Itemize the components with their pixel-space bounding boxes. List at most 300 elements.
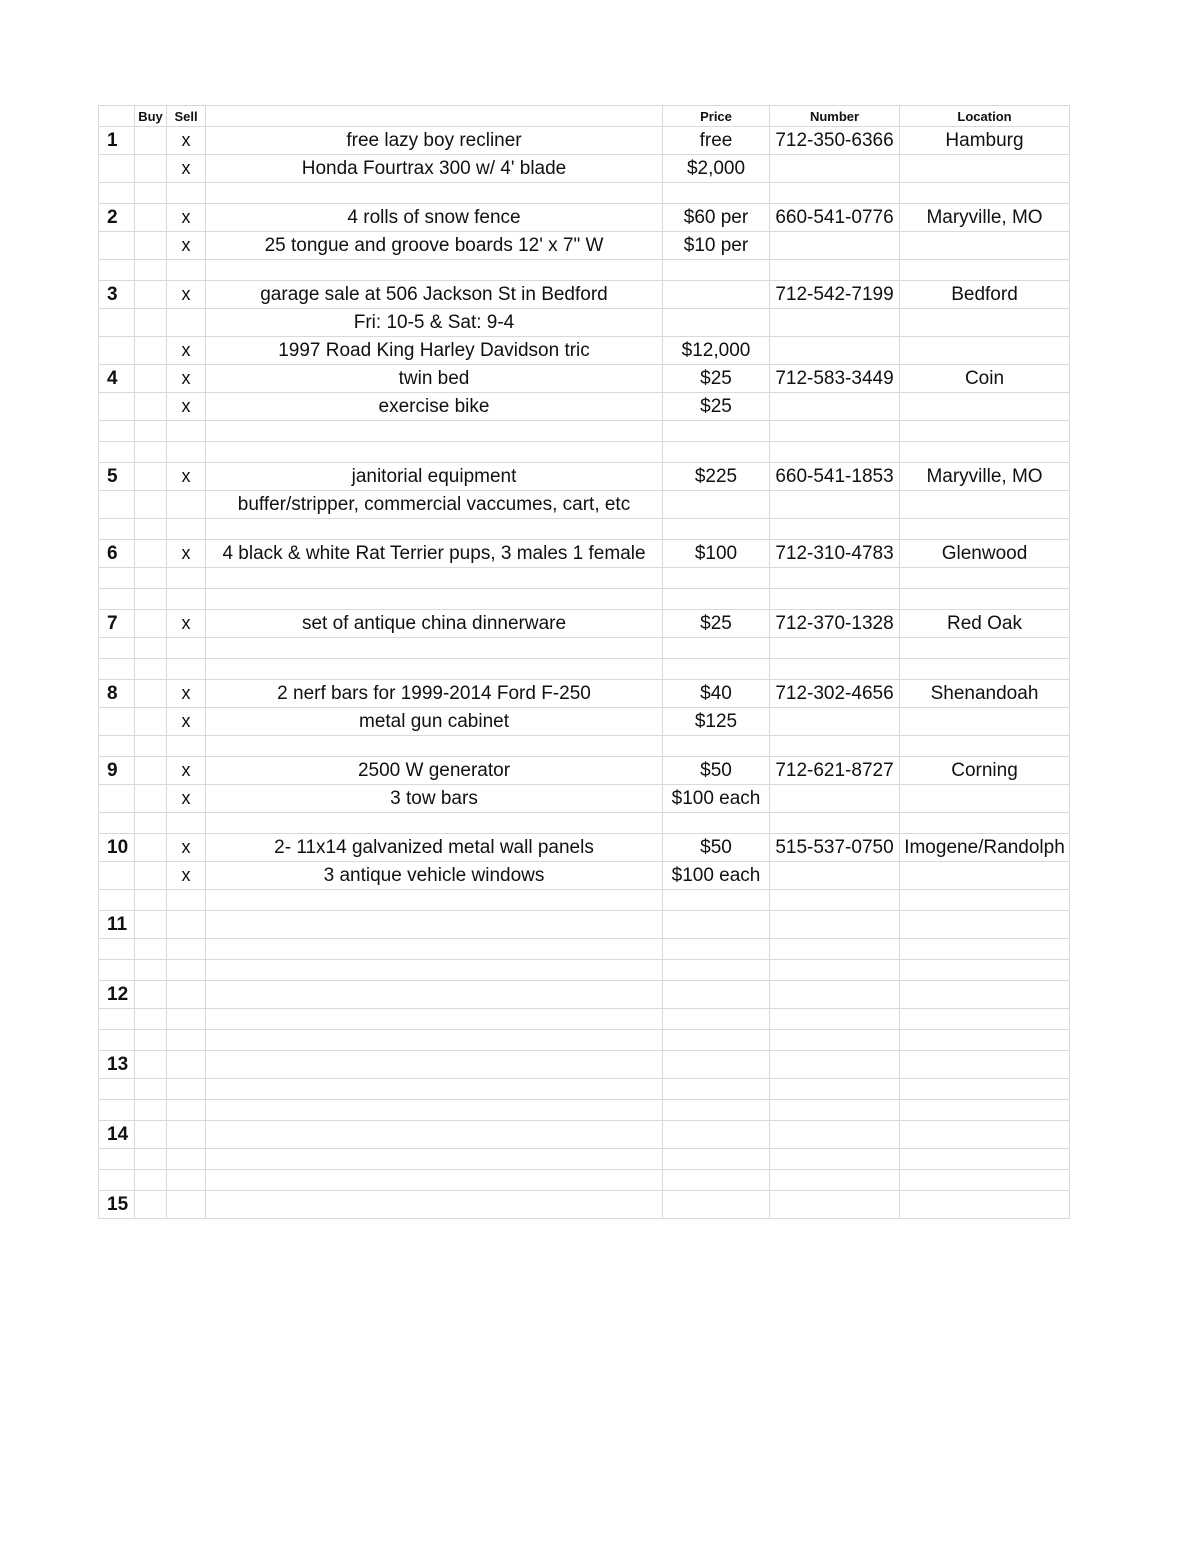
sell-cell [167,960,206,981]
sell-cell [167,911,206,939]
item-description: 4 black & white Rat Terrier pups, 3 males 1 female [206,540,663,568]
location-cell: Corning [900,757,1070,785]
price-cell: $100 each [663,862,770,890]
sell-cell: x [167,757,206,785]
phone-number [770,309,900,337]
table-row [99,127,1070,155]
location-cell [900,589,1070,610]
sell-cell: x [167,204,206,232]
row-number: 6 [99,540,135,568]
sell-cell [167,183,206,204]
buy-cell [135,442,167,463]
phone-number: 712-302-4656 [770,680,900,708]
item-description [206,260,663,281]
price-cell [663,1079,770,1100]
buy-cell [135,757,167,785]
buy-cell [135,232,167,260]
table-row [99,568,1070,589]
buy-cell [135,680,167,708]
item-description: exercise bike [206,393,663,421]
sell-cell [167,1051,206,1079]
buy-cell [135,1100,167,1121]
table-row [99,183,1070,204]
buy-cell [135,568,167,589]
phone-number [770,1051,900,1079]
buy-cell [135,862,167,890]
location-cell [900,981,1070,1009]
buy-cell [135,540,167,568]
row-number [99,155,135,183]
price-cell: $10 per [663,232,770,260]
price-cell [663,1191,770,1219]
table-row [99,365,1070,393]
buy-cell [135,659,167,680]
sell-cell: x [167,680,206,708]
location-cell: Maryville, MO [900,463,1070,491]
table-row [99,1100,1070,1121]
item-description [206,1100,663,1121]
row-number [99,260,135,281]
buy-cell [135,1079,167,1100]
sell-cell [167,659,206,680]
header-item [206,106,663,127]
sell-cell: x [167,281,206,309]
buy-cell [135,610,167,638]
table-row [99,708,1070,736]
location-cell [900,393,1070,421]
item-description [206,442,663,463]
phone-number [770,1009,900,1030]
table-row [99,281,1070,309]
buy-cell [135,337,167,365]
phone-number: 660-541-1853 [770,463,900,491]
sell-cell: x [167,610,206,638]
location-cell: Imogene/Randolph [900,834,1070,862]
buy-cell [135,1121,167,1149]
sell-cell: x [167,708,206,736]
location-cell [900,659,1070,680]
row-number [99,1149,135,1170]
item-description: 1997 Road King Harley Davidson tric [206,337,663,365]
row-number [99,519,135,540]
header-buy: Buy [135,106,167,127]
phone-number [770,1030,900,1051]
buy-cell [135,1191,167,1219]
row-number: 3 [99,281,135,309]
item-description [206,960,663,981]
location-cell [900,1191,1070,1219]
table-row [99,260,1070,281]
table-row [99,491,1070,519]
location-cell [900,736,1070,757]
location-cell [900,890,1070,911]
header-number-col [99,106,135,127]
phone-number [770,421,900,442]
price-cell [663,183,770,204]
row-number [99,1079,135,1100]
item-description: 2500 W generator [206,757,663,785]
price-cell [663,911,770,939]
phone-number [770,1100,900,1121]
price-cell [663,638,770,659]
buy-cell [135,1051,167,1079]
header-price: Price [663,106,770,127]
location-cell [900,785,1070,813]
item-description [206,519,663,540]
row-number: 5 [99,463,135,491]
location-cell: Bedford [900,281,1070,309]
location-cell [900,183,1070,204]
item-description [206,421,663,442]
location-cell [900,491,1070,519]
table-row [99,232,1070,260]
sell-cell: x [167,785,206,813]
table-row [99,862,1070,890]
phone-number [770,785,900,813]
phone-number [770,659,900,680]
phone-number [770,911,900,939]
location-cell [900,421,1070,442]
buy-cell [135,463,167,491]
buy-cell [135,834,167,862]
price-cell [663,1170,770,1191]
table-row [99,813,1070,834]
price-cell [663,1149,770,1170]
row-number: 14 [99,1121,135,1149]
phone-number: 712-370-1328 [770,610,900,638]
row-number [99,785,135,813]
row-number: 12 [99,981,135,1009]
sell-cell: x [167,862,206,890]
item-description: 25 tongue and groove boards 12' x 7" W [206,232,663,260]
price-cell: $50 [663,834,770,862]
location-cell [900,960,1070,981]
table-row [99,785,1070,813]
sell-cell [167,519,206,540]
table-row [99,393,1070,421]
price-cell [663,519,770,540]
price-cell [663,260,770,281]
location-cell: Glenwood [900,540,1070,568]
location-cell [900,1100,1070,1121]
price-cell [663,442,770,463]
row-number: 4 [99,365,135,393]
buy-cell [135,785,167,813]
table-row [99,757,1070,785]
table-row [99,1030,1070,1051]
phone-number [770,568,900,589]
item-description: free lazy boy recliner [206,127,663,155]
phone-number [770,155,900,183]
table-row [99,1170,1070,1191]
buy-cell [135,911,167,939]
row-number [99,862,135,890]
buy-cell [135,736,167,757]
location-cell: Maryville, MO [900,204,1070,232]
item-description [206,939,663,960]
table-row [99,589,1070,610]
price-cell: $60 per [663,204,770,232]
sell-cell: x [167,540,206,568]
table-row [99,1079,1070,1100]
item-description [206,813,663,834]
location-cell [900,1149,1070,1170]
phone-number [770,813,900,834]
phone-number [770,1079,900,1100]
price-cell: $50 [663,757,770,785]
price-cell: $25 [663,365,770,393]
table-row [99,981,1070,1009]
price-cell: $25 [663,610,770,638]
table-row [99,204,1070,232]
buy-cell [135,708,167,736]
sell-cell: x [167,127,206,155]
buy-cell [135,365,167,393]
row-number [99,708,135,736]
item-description [206,1009,663,1030]
price-cell [663,281,770,309]
row-number [99,1170,135,1191]
buy-cell [135,960,167,981]
table-row [99,1121,1070,1149]
phone-number [770,491,900,519]
phone-number [770,890,900,911]
buy-cell [135,309,167,337]
row-number: 8 [99,680,135,708]
phone-number: 712-542-7199 [770,281,900,309]
sell-cell [167,981,206,1009]
phone-number [770,1121,900,1149]
phone-number [770,960,900,981]
location-cell [900,232,1070,260]
location-cell [900,309,1070,337]
row-number [99,960,135,981]
phone-number: 712-350-6366 [770,127,900,155]
table-row [99,463,1070,491]
phone-number [770,232,900,260]
buy-cell [135,491,167,519]
phone-number [770,862,900,890]
sell-cell [167,421,206,442]
price-cell [663,491,770,519]
buy-cell [135,589,167,610]
sell-cell [167,736,206,757]
row-number [99,442,135,463]
item-description: buffer/stripper, commercial vaccumes, cart, etc [206,491,663,519]
sell-cell: x [167,337,206,365]
row-number [99,589,135,610]
row-number [99,393,135,421]
item-description [206,1170,663,1191]
table-row [99,309,1070,337]
buy-cell [135,1030,167,1051]
table-row [99,1191,1070,1219]
location-cell [900,1051,1070,1079]
row-number: 11 [99,911,135,939]
price-cell [663,813,770,834]
item-description: Fri: 10-5 & Sat: 9-4 [206,309,663,337]
item-description [206,1191,663,1219]
item-description: 2- 11x14 galvanized metal wall panels [206,834,663,862]
location-cell [900,638,1070,659]
location-cell: Shenandoah [900,680,1070,708]
phone-number [770,638,900,659]
location-cell [900,260,1070,281]
sell-cell [167,1170,206,1191]
row-number [99,568,135,589]
phone-number [770,393,900,421]
price-cell [663,1009,770,1030]
buy-cell [135,183,167,204]
location-cell [900,519,1070,540]
price-cell [663,890,770,911]
table-row [99,638,1070,659]
table-row [99,736,1070,757]
location-cell [900,442,1070,463]
row-number: 1 [99,127,135,155]
phone-number [770,183,900,204]
phone-number: 712-310-4783 [770,540,900,568]
item-description: 3 antique vehicle windows [206,862,663,890]
sell-cell [167,1149,206,1170]
buy-cell [135,393,167,421]
location-cell: Red Oak [900,610,1070,638]
location-cell [900,568,1070,589]
price-cell [663,981,770,1009]
price-cell [663,1051,770,1079]
item-description [206,1030,663,1051]
item-description: metal gun cabinet [206,708,663,736]
buy-cell [135,127,167,155]
item-description [206,589,663,610]
item-description [206,1149,663,1170]
phone-number [770,1191,900,1219]
phone-number: 660-541-0776 [770,204,900,232]
item-description [206,659,663,680]
buy-cell [135,813,167,834]
item-description [206,890,663,911]
table-row [99,834,1070,862]
row-number [99,890,135,911]
price-cell: $125 [663,708,770,736]
price-cell [663,421,770,442]
price-cell: $25 [663,393,770,421]
location-cell [900,1079,1070,1100]
phone-number: 515-537-0750 [770,834,900,862]
row-number [99,736,135,757]
item-description: twin bed [206,365,663,393]
table-body [99,127,1070,1219]
row-number: 9 [99,757,135,785]
sell-cell [167,1009,206,1030]
header-row [99,106,1070,127]
price-cell [663,568,770,589]
sell-cell [167,1191,206,1219]
phone-number [770,1170,900,1191]
sell-cell: x [167,393,206,421]
item-description: 4 rolls of snow fence [206,204,663,232]
sell-cell [167,638,206,659]
sell-cell [167,813,206,834]
item-description: janitorial equipment [206,463,663,491]
buy-cell [135,155,167,183]
phone-number [770,981,900,1009]
buy-cell [135,981,167,1009]
location-cell [900,1121,1070,1149]
item-description: 2 nerf bars for 1999-2014 Ford F-250 [206,680,663,708]
row-number: 10 [99,834,135,862]
buy-cell [135,1149,167,1170]
table-row [99,1149,1070,1170]
table-row [99,960,1070,981]
sell-cell [167,442,206,463]
sell-cell [167,1079,206,1100]
price-cell [663,309,770,337]
location-cell [900,911,1070,939]
sell-cell [167,589,206,610]
row-number [99,183,135,204]
price-cell [663,1121,770,1149]
item-description [206,911,663,939]
row-number [99,232,135,260]
price-cell [663,1030,770,1051]
price-cell [663,736,770,757]
table-row [99,890,1070,911]
buy-cell [135,204,167,232]
price-cell: $40 [663,680,770,708]
phone-number [770,736,900,757]
location-cell [900,155,1070,183]
price-cell [663,659,770,680]
price-cell: $100 each [663,785,770,813]
item-description [206,183,663,204]
phone-number [770,708,900,736]
price-cell: $100 [663,540,770,568]
buy-cell [135,638,167,659]
table-row [99,337,1070,365]
sell-cell [167,260,206,281]
classifieds-table [98,105,1070,1219]
buy-cell [135,890,167,911]
table-row [99,540,1070,568]
sell-cell: x [167,365,206,393]
table-row [99,939,1070,960]
table-row [99,519,1070,540]
header-number: Number [770,106,900,127]
item-description [206,638,663,659]
sell-cell [167,491,206,519]
sell-cell: x [167,155,206,183]
price-cell: $225 [663,463,770,491]
location-cell: Coin [900,365,1070,393]
item-description [206,1121,663,1149]
item-description [206,568,663,589]
sell-cell: x [167,834,206,862]
location-cell [900,1030,1070,1051]
item-description [206,1051,663,1079]
row-number [99,939,135,960]
phone-number [770,939,900,960]
location-cell [900,1009,1070,1030]
buy-cell [135,1170,167,1191]
row-number: 13 [99,1051,135,1079]
row-number: 7 [99,610,135,638]
sell-cell [167,568,206,589]
location-cell [900,813,1070,834]
item-description [206,981,663,1009]
phone-number [770,260,900,281]
table-row [99,911,1070,939]
